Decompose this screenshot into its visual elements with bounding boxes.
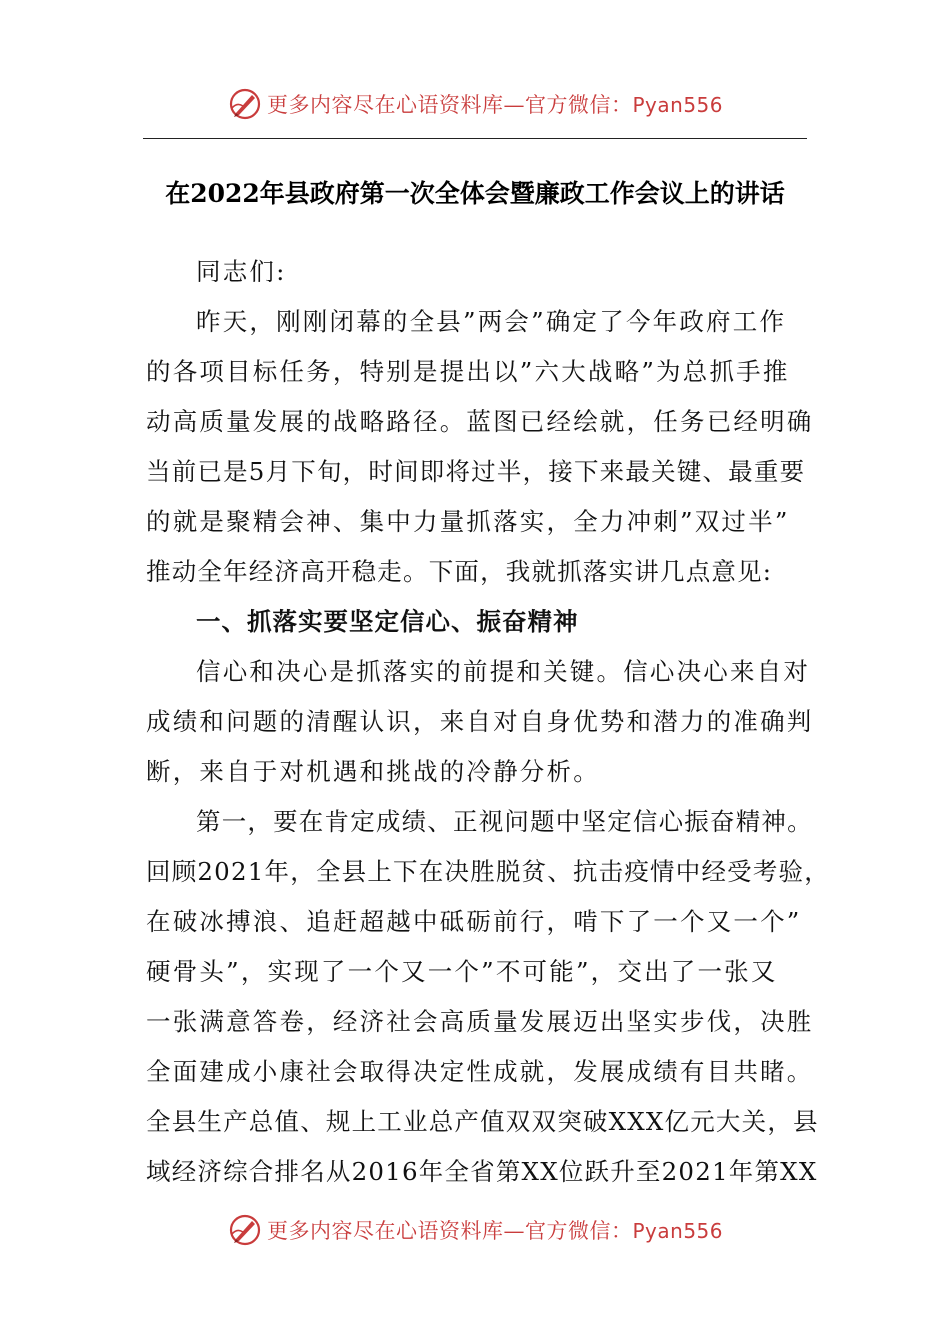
document-title: 在2022年县政府第一次全体会暨廉政工作会议上的讲话 [165, 179, 785, 208]
watermark-text: 更多内容尽在心语资料库—官方微信：Pyan556 [266, 1219, 723, 1243]
body-line: 域经济综合排名从2016年全省第XX位跃升至2021年第XX [146, 1157, 818, 1186]
header-divider [143, 138, 807, 139]
document-body [146, 247, 830, 1197]
body-line: 全面建成小康社会取得决定性成就，发展成绩有目共睹。 [146, 1057, 814, 1086]
body-line: 动高质量发展的战略路径。蓝图已经绘就，任务已经明确 [146, 407, 814, 436]
body-line: 回顾2021年，全县上下在决胜脱贫、抗击疫情中经受考验， [146, 857, 830, 886]
body-line: 一张满意答卷，经济社会高质量发展迈出坚实步伐，决胜 [146, 1007, 814, 1036]
body-line: 硬骨头”，实现了一个又一个”不可能”，交出了一张又 [146, 957, 778, 986]
salutation: 同志们: [196, 257, 287, 286]
body-line: 当前已是5月下旬，时间即将过半，接下来最关键、最重要 [146, 457, 806, 486]
header-watermark-banner [0, 84, 950, 124]
body-line: 全县生产总值、规上工业总产值双双突破XXX亿元大关，县 [146, 1107, 819, 1136]
body-line: 推动全年经济高开稳走。下面，我就抓落实讲几点意见: [146, 557, 773, 586]
body-line: 的就是聚精会神、集中力量抓落实，全力冲刺”双过半” [146, 507, 790, 536]
pen-logo-icon [227, 86, 263, 122]
watermark-text: 更多内容尽在心语资料库—官方微信：Pyan556 [266, 93, 723, 117]
body-line: 信心和决心是抓落实的前提和关键。信心决心来自对 [196, 657, 811, 686]
footer-watermark-banner [0, 1210, 950, 1250]
section-heading: 一、抓落实要坚定信心、振奋精神 [196, 607, 579, 636]
body-line: 第一，要在肯定成绩、正视问题中坚定信心振奋精神。 [196, 807, 813, 836]
body-line: 昨天，刚刚闭幕的全县”两会”确定了今年政府工作 [196, 307, 787, 336]
body-line: 断，来自于对机遇和挑战的冷静分析。 [146, 757, 600, 786]
pen-logo-icon [227, 1212, 263, 1248]
body-line: 的各项目标任务，特别是提出以”六大战略”为总抓手推 [146, 357, 790, 386]
body-line: 成绩和问题的清醒认识，来自对自身优势和潜力的准确判 [146, 707, 814, 736]
body-line: 在破冰搏浪、追赶超越中砥砺前行，啃下了一个又一个” [146, 907, 802, 936]
